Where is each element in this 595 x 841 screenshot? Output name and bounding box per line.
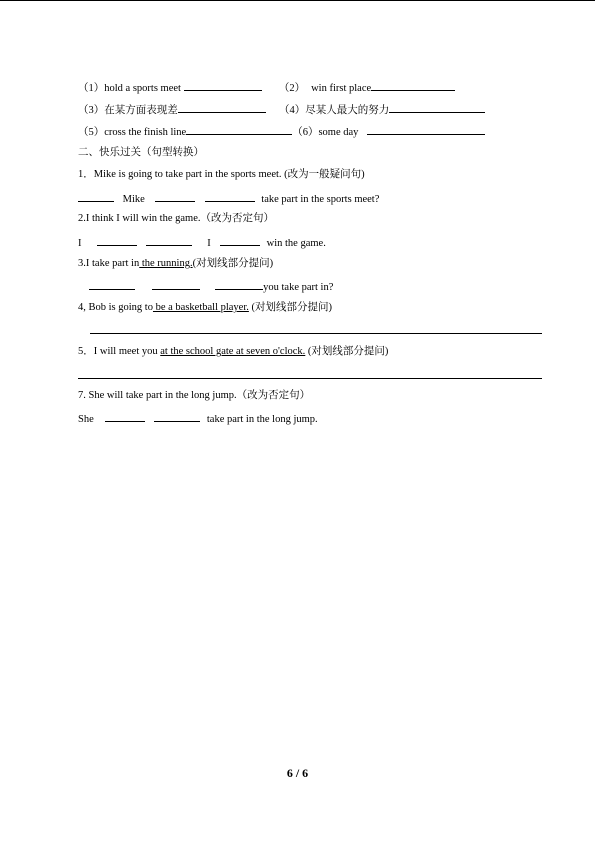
phrase-5-blank[interactable] [186,124,292,135]
q3-blank-3[interactable] [215,279,263,290]
phrase-1-blank[interactable] [184,80,262,91]
question-5 [78,345,388,359]
q5-answer-line[interactable] [78,378,542,379]
phrase-1-number: （1） [78,83,105,94]
q4-underlined: be a basketball player. [152,302,249,313]
q2-tail: win the game. [266,238,326,249]
phrase-5-text: cross the finish line [104,127,187,138]
question-7: 7. She will take part in the long jump.（改为否定句） [78,390,311,401]
phrase-1-text: hold a sports meet [104,83,184,94]
q3-blank-2[interactable] [152,279,200,290]
q1-tail: take part in the sports meet? [261,194,380,205]
q4-instruction: (对划线部分提问) [248,302,333,313]
q2-word-1: I [78,238,82,249]
q7-blank-1[interactable] [105,411,145,422]
question-3 [78,257,273,271]
page-number: 6 / 6 [286,766,309,780]
question-7-answer [78,411,318,427]
phrase-row-3 [78,124,485,140]
phrase-6-number: （6） [292,127,319,138]
q1-word: Mike [122,194,145,205]
question-1-answer [78,191,379,207]
q2-word-2: I [207,238,211,249]
phrase-4-text: 尽某人最大的努力 [305,105,390,116]
question-3-answer [78,279,333,295]
question-2: 2.I think I will win the game.（改为否定句） [78,213,274,224]
q7-word: She [78,414,94,425]
phrase-3-text: 在某方面表现差 [104,105,178,116]
section-2-title: 二、快乐过关（句型转换） [78,147,204,158]
phrase-3-number: （3） [78,105,105,116]
question-2-answer [78,235,326,251]
phrase-3-blank[interactable] [178,102,266,113]
phrase-row-2 [78,102,485,118]
q1-blank-1[interactable] [78,191,114,202]
phrase-6-blank[interactable] [367,124,485,135]
phrase-row-1 [78,80,455,96]
top-rule [0,0,595,1]
phrase-2-number: （2） [278,83,306,94]
phrase-5-number: （5） [78,127,105,138]
phrase-4-blank[interactable] [389,102,485,113]
q5-prefix: 5．I will meet you [78,346,161,357]
q1-blank-2[interactable] [155,191,195,202]
q5-underlined: at the school gate at seven o'clock. [160,346,306,357]
phrase-2-blank[interactable] [371,80,455,91]
q3-instruction: (对划线部分提问) [192,258,274,269]
q3-prefix: 3.I take part in [78,258,140,269]
q3-blank-1[interactable] [89,279,135,290]
q2-blank-2[interactable] [146,235,192,246]
phrase-4-number: （4） [279,105,306,116]
q4-answer-line[interactable] [90,333,542,334]
q7-tail: take part in the long jump. [206,414,318,425]
q3-underlined: the running. [139,258,193,269]
q5-instruction: (对划线部分提问) [305,346,389,357]
question-1: 1．Mike is going to take part in the sports meet. (改为一般疑问句) [78,169,365,180]
phrase-2-text: win first place [311,83,372,94]
q3-tail: you take part in? [263,282,334,293]
q4-prefix: 4, Bob is going to [78,302,153,313]
phrase-6-text: some day [318,127,362,138]
q1-blank-3[interactable] [205,191,255,202]
q2-blank-1[interactable] [97,235,137,246]
question-4 [78,301,332,315]
q2-blank-3[interactable] [220,235,260,246]
q7-blank-2[interactable] [154,411,200,422]
